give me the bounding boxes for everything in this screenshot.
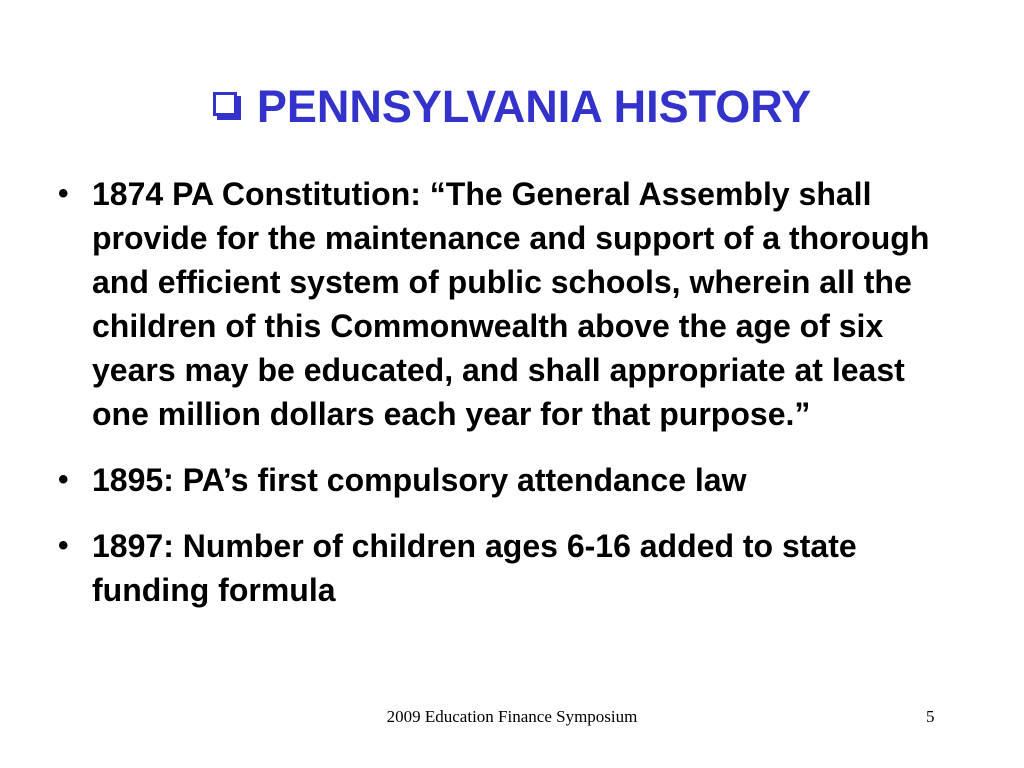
bullet-item-1897-funding [56,524,936,612]
slide-title [0,80,1024,134]
page-number: 5 [926,707,935,726]
bullet-item-1895-attendance [56,458,936,502]
bullet-text: 1895: PA’s first compulsory attendance law [92,462,747,498]
bullet-list [56,172,936,612]
footer-text: 2009 Education Finance Symposium [386,707,638,726]
bullet-text: 1897: Number of children ages 6-16 added to state funding formula [92,528,857,608]
checkbox-square-icon [213,92,237,116]
bullet-dot-icon: • [58,177,69,210]
slide-title-text: PENNSYLVANIA HISTORY [256,81,812,132]
bullet-item-1874-constitution [56,172,936,436]
bullet-dot-icon: • [58,463,69,496]
bullet-dot-icon: • [58,529,69,562]
bullet-text: 1874 PA Constitution: “The General Assembly shall provide for the maintenance and support of a thorough and efficient system of public schools, wherein all the children of this Commonwealth above the age of six years may be educated, and shall appropriate at least one million dollars each year for that purpose.” [92,176,930,432]
